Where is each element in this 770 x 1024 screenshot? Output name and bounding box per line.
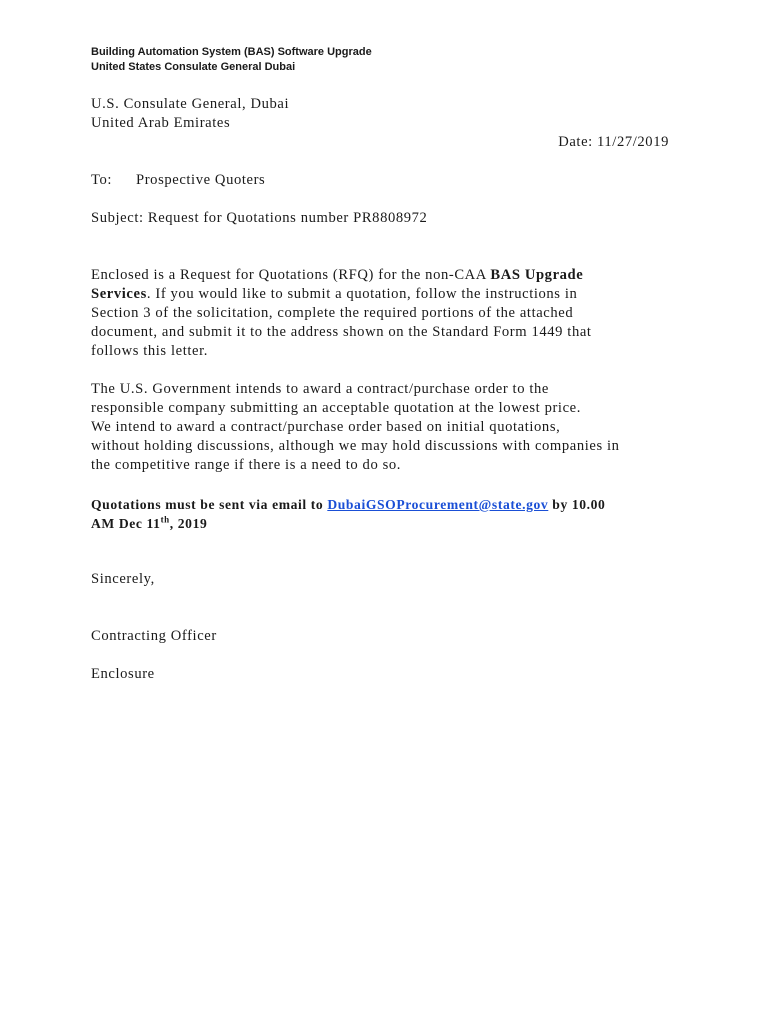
paragraph-line: without holding discussions, although we may hold discussions with companies in [91,438,620,454]
paragraph-line: We intend to award a contract/purchase order based on initial quotations, [91,419,561,435]
paragraph-line: The U.S. Government intends to award a contract/purchase order to the [91,381,549,397]
paragraph-text: by 10.00 [548,497,606,512]
signature-title: Contracting Officer [91,628,217,644]
paragraph-award-intent [91,380,686,475]
paragraph-line [91,266,681,285]
closing: Sincerely, [91,571,155,587]
enclosure-note: Enclosure [91,666,155,682]
paragraph-line [91,285,681,304]
paragraph-line: Section 3 of the solicitation, complete the required portions of the attached [91,305,574,321]
paragraph-line: responsible company submitting an acceptable quotation at the lowest price. [91,400,581,416]
subject-line: Subject: Request for Quotations number PR8808972 [91,210,428,226]
paragraph-line: the competitive range if there is a need to do so. [91,457,402,473]
to-value: Prospective Quoters [136,172,266,188]
email-link[interactable]: DubaiGSOProcurement@state.gov [327,497,549,512]
document-header [91,45,372,75]
service-name-bold: BAS Upgrade [490,267,584,283]
sender-address [91,95,691,133]
ordinal-suffix: th [160,514,170,525]
paragraph-text: Enclosed is a Request for Quotations (RFQ) for the non-CAA [91,267,491,283]
recipient-line [91,171,691,190]
service-name-bold-cont: Services [91,286,147,302]
paragraph-text: . If you would like to submit a quotation, follow the instructions in [146,286,578,302]
deadline-year: , 2019 [169,516,208,531]
header-organization: United States Consulate General Dubai [91,61,296,73]
paragraph-submission-deadline [91,495,691,533]
paragraph-line: follows this letter. [91,343,208,359]
address-line-1: U.S. Consulate General, Dubai [91,96,290,112]
address-line-2: United Arab Emirates [91,115,231,131]
paragraph-line [91,514,691,533]
paragraph-line [91,495,691,514]
to-label: To: [91,172,113,188]
paragraph-line: document, and submit it to the address shown on the Standard Form 1449 that [91,324,592,340]
deadline-date: AM Dec 11 [91,516,161,531]
paragraph-text: Quotations must be sent via email to [91,497,328,512]
letter-date: Date: 11/27/2019 [558,134,669,150]
paragraph-rfq-intro [91,266,681,361]
header-project-title: Building Automation System (BAS) Software Upgrade [91,46,372,58]
